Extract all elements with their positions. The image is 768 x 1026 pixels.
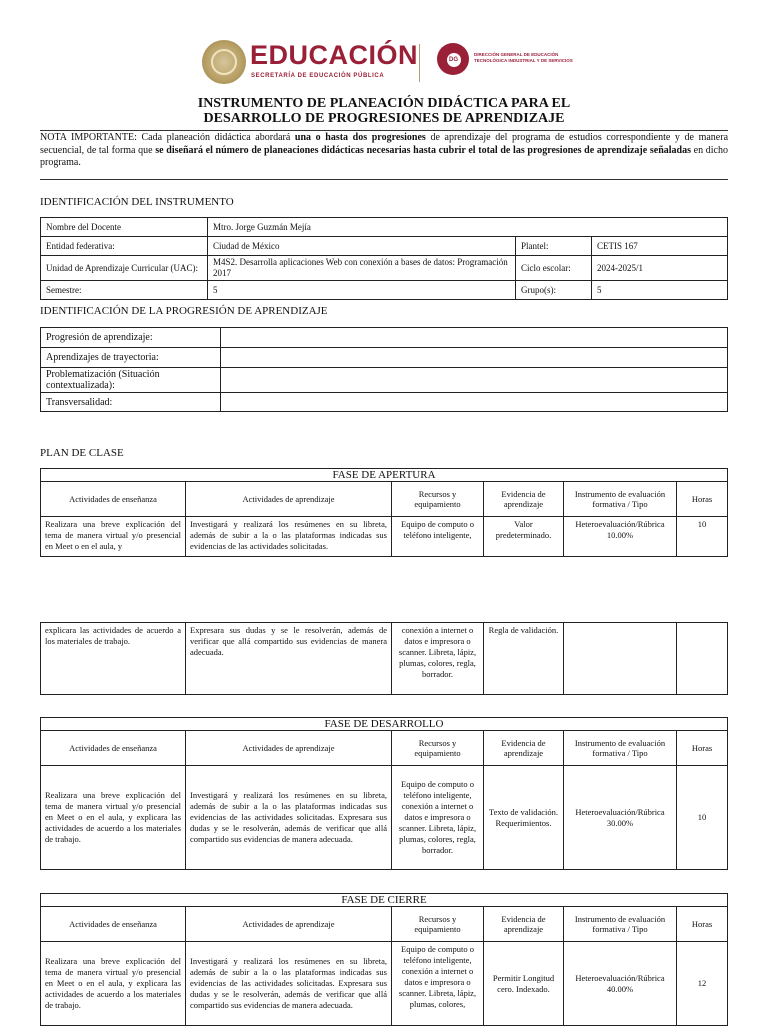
- note-label: NOTA IMPORTANTE:: [40, 132, 137, 143]
- table-row: Realizara una breve explicación del tema de manera virtual y/o presencial en Meet o en el aula, y explicara las actividades de acuerdo a los materiales de trabajo. Investigará y realizará los resúmenes en su libreta, además de subir a la o las plataformas indicadas sus evidencias de las actividades solicitadas. Expresara sus dudas y se le resolverán, además de verificar que allá compartido sus evidencias de manera adecuada. Equipo de computo o teléfono inteligente, conexión a internet o datos e impresora o scanner. Libreta, lápiz, plumas, colores, Permitir Longitud cero. Indexado. Heteroevaluación/Rúbrica 40.00% 12: [41, 942, 728, 1026]
- document-title: [40, 96, 728, 126]
- phase-cierre-table: FASE DE CIERRE Actividades de enseñanza Actividades de aprendizaje Recursos y equipamiento Evidencia de aprendizaje Instrumento de evaluación formativa / Tipo Horas Realizara una breve explicación del tema de manera virtual y/o presencial en Meet o en el aula, y explicara las actividades de acuerdo a los materiales de trabajo. Investigará y realizará los resúmenes en su libreta, además de subir a la o las plataformas indicadas sus evidencias de las actividades solicitadas. Expresara sus dudas y se le resolverán, además de verificar que allá compartido sus evidencias de manera adecuada. Equipo de computo o teléfono inteligente, conexión a internet o datos e impresora o scanner. Libreta, lápiz, plumas, colores, Permitir Longitud cero. Indexado. Heteroevaluación/Rúbrica 40.00% 12: [40, 893, 728, 1026]
- phase-title: FASE DE APERTURA: [41, 469, 728, 482]
- identification-table: [40, 217, 728, 300]
- section-identificacion: IDENTIFICACIÓN DEL INSTRUMENTO: [40, 196, 234, 208]
- title-line-1: INSTRUMENTO DE PLANEACIÓN DIDÁCTICA PARA EL: [197, 96, 571, 111]
- uac-value: M4S2. Desarrolla aplicaciones Web con conexión a bases de datos: Programación 2017: [208, 256, 516, 281]
- ciclo-value: 2024-2025/1: [592, 256, 728, 281]
- sep-seal-logo: [202, 40, 246, 84]
- table-row: Aprendizajes de trayectoria:: [41, 348, 728, 368]
- table-row: Nombre del Docente Mtro. Jorge Guzmán Mejía: [41, 218, 728, 237]
- table-row: Realizara una breve explicación del tema de manera virtual y/o presencial en Meet o en el aula, y explicara las actividades de acuerdo a los materiales de trabajo. Investigará y realizará los resúmenes en su libreta, además de subir a la o las plataformas indicadas sus evidencias de las actividades solicitadas. Expresara sus dudas y se le resolverán, además de verificar que allá compartido sus evidencias de manera adecuada. Equipo de computo o teléfono inteligente, conexión a internet o datos e impresora o scanner. Libreta, lápiz, plumas, colores, regla, borrador. Texto de validación. Requerimientos. Heteroevaluación/Rúbrica 30.00% 10: [41, 766, 728, 870]
- grupo-value: 5: [592, 281, 728, 300]
- brand-subtitle: SECRETARÍA DE EDUCACIÓN PÚBLICA: [251, 73, 385, 79]
- semestre-value: 5: [208, 281, 516, 300]
- phase-apertura-table: FASE DE APERTURA Actividades de enseñanza Actividades de aprendizaje Recursos y equipamiento Evidencia de aprendizaje Instrumento de evaluación formativa / Tipo Horas Realizara una breve explicación del tema de manera virtual y/o presencial en Meet o en el aula, y Investigará y realizará los resúmenes en su libreta, además de subir a la o las plataformas indicadas sus evidencias de las actividades solicitadas. Equipo de computo o teléfono inteligente, Valor predeterminado. Heteroevaluación/Rúbrica 10.00% 10 explicara las actividades de acuerdo a los materiales de trabajo. Expresara sus dudas y se le resolverán, además de verificar que allá compartido sus evidencias de manera adecuada. conexión a internet o datos e impresora o scanner. Libreta, lápiz, plumas, colores, regla, borrador. Regla de validación.: [40, 468, 728, 695]
- divider-top: [40, 130, 728, 131]
- title-line-2: DESARROLLO DE PROGRESIONES DE APRENDIZAJE: [203, 111, 565, 126]
- divider-note: [40, 179, 728, 180]
- important-note: NOTA IMPORTANTE: Cada planeación didáctica abordará una o hasta dos progresiones de aprendizaje del programa de estudios correspondiente y de manera secuencial, de tal forma que se diseñará el número de planeaciones didácticas necesarias hasta cubrir el total de las progresiones de aprendizaje señaladas en dicho programa.: [40, 132, 729, 168]
- table-row: Realizara una breve explicación del tema de manera virtual y/o presencial en Meet o en el aula, y Investigará y realizará los resúmenes en su libreta, además de subir a la o las plataformas indicadas sus evidencias de las actividades solicitadas. Equipo de computo o teléfono inteligente, Valor predeterminado. Heteroevaluación/Rúbrica 10.00% 10: [41, 517, 728, 557]
- header-divider: [419, 44, 420, 82]
- table-row: Problematización (Situación contextualizada):: [41, 368, 728, 393]
- table-row: Entidad federativa: Ciudad de México Plantel: CETIS 167: [41, 237, 728, 256]
- table-row: Semestre: 5 Grupo(s): 5: [41, 281, 728, 300]
- docente-value: Mtro. Jorge Guzmán Mejía: [208, 218, 728, 237]
- table-row: explicara las actividades de acuerdo a los materiales de trabajo. Expresara sus dudas y se le resolverán, además de verificar que allá compartido sus evidencias de manera adecuada. conexión a internet o datos e impresora o scanner. Libreta, lápiz, plumas, colores, regla, borrador. Regla de validación.: [41, 623, 728, 695]
- dgeti-gear-text: DG: [449, 57, 458, 63]
- table-row: Unidad de Aprendizaje Curricular (UAC): M4S2. Desarrolla aplicaciones Web con conexión a bases de datos: Programación 2017 Ciclo escolar: 2024-2025/1: [41, 256, 728, 281]
- section-progresion: IDENTIFICACIÓN DE LA PROGRESIÓN DE APRENDIZAJE: [40, 305, 328, 317]
- phase-desarrollo-table: FASE DE DESARROLLO Actividades de enseñanza Actividades de aprendizaje Recursos y equipamiento Evidencia de aprendizaje Instrumento de evaluación formativa / Tipo Horas Realizara una breve explicación del tema de manera virtual y/o presencial en Meet o en el aula, y explicara las actividades de acuerdo a los materiales de trabajo. Investigará y realizará los resúmenes en su libreta, además de subir a la o las plataformas indicadas sus evidencias de las actividades solicitadas. Expresara sus dudas y se le resolverán, además de verificar que allá compartido sus evidencias de manera adecuada. Equipo de computo o teléfono inteligente, conexión a internet o datos e impresora o scanner. Libreta, lápiz, plumas, colores, regla, borrador. Texto de validación. Requerimientos. Heteroevaluación/Rúbrica 30.00% 10: [40, 717, 728, 870]
- dgeti-name: DIRECCIÓN GENERAL DE EDUCACIÓN TECNOLÓGICA INDUSTRIAL Y DE SERVICIOS: [474, 52, 573, 63]
- entidad-value: Ciudad de México: [208, 237, 516, 256]
- phase-title: FASE DE DESARROLLO: [41, 718, 728, 731]
- table-row: Progresión de aprendizaje:: [41, 328, 728, 348]
- plantel-value: CETIS 167: [592, 237, 728, 256]
- phase-title: FASE DE CIERRE: [41, 894, 728, 907]
- table-row: Transversalidad:: [41, 393, 728, 412]
- brand-title: EDUCACIÓN: [250, 40, 419, 70]
- section-plan: PLAN DE CLASE: [40, 447, 124, 459]
- progression-table: [40, 327, 728, 412]
